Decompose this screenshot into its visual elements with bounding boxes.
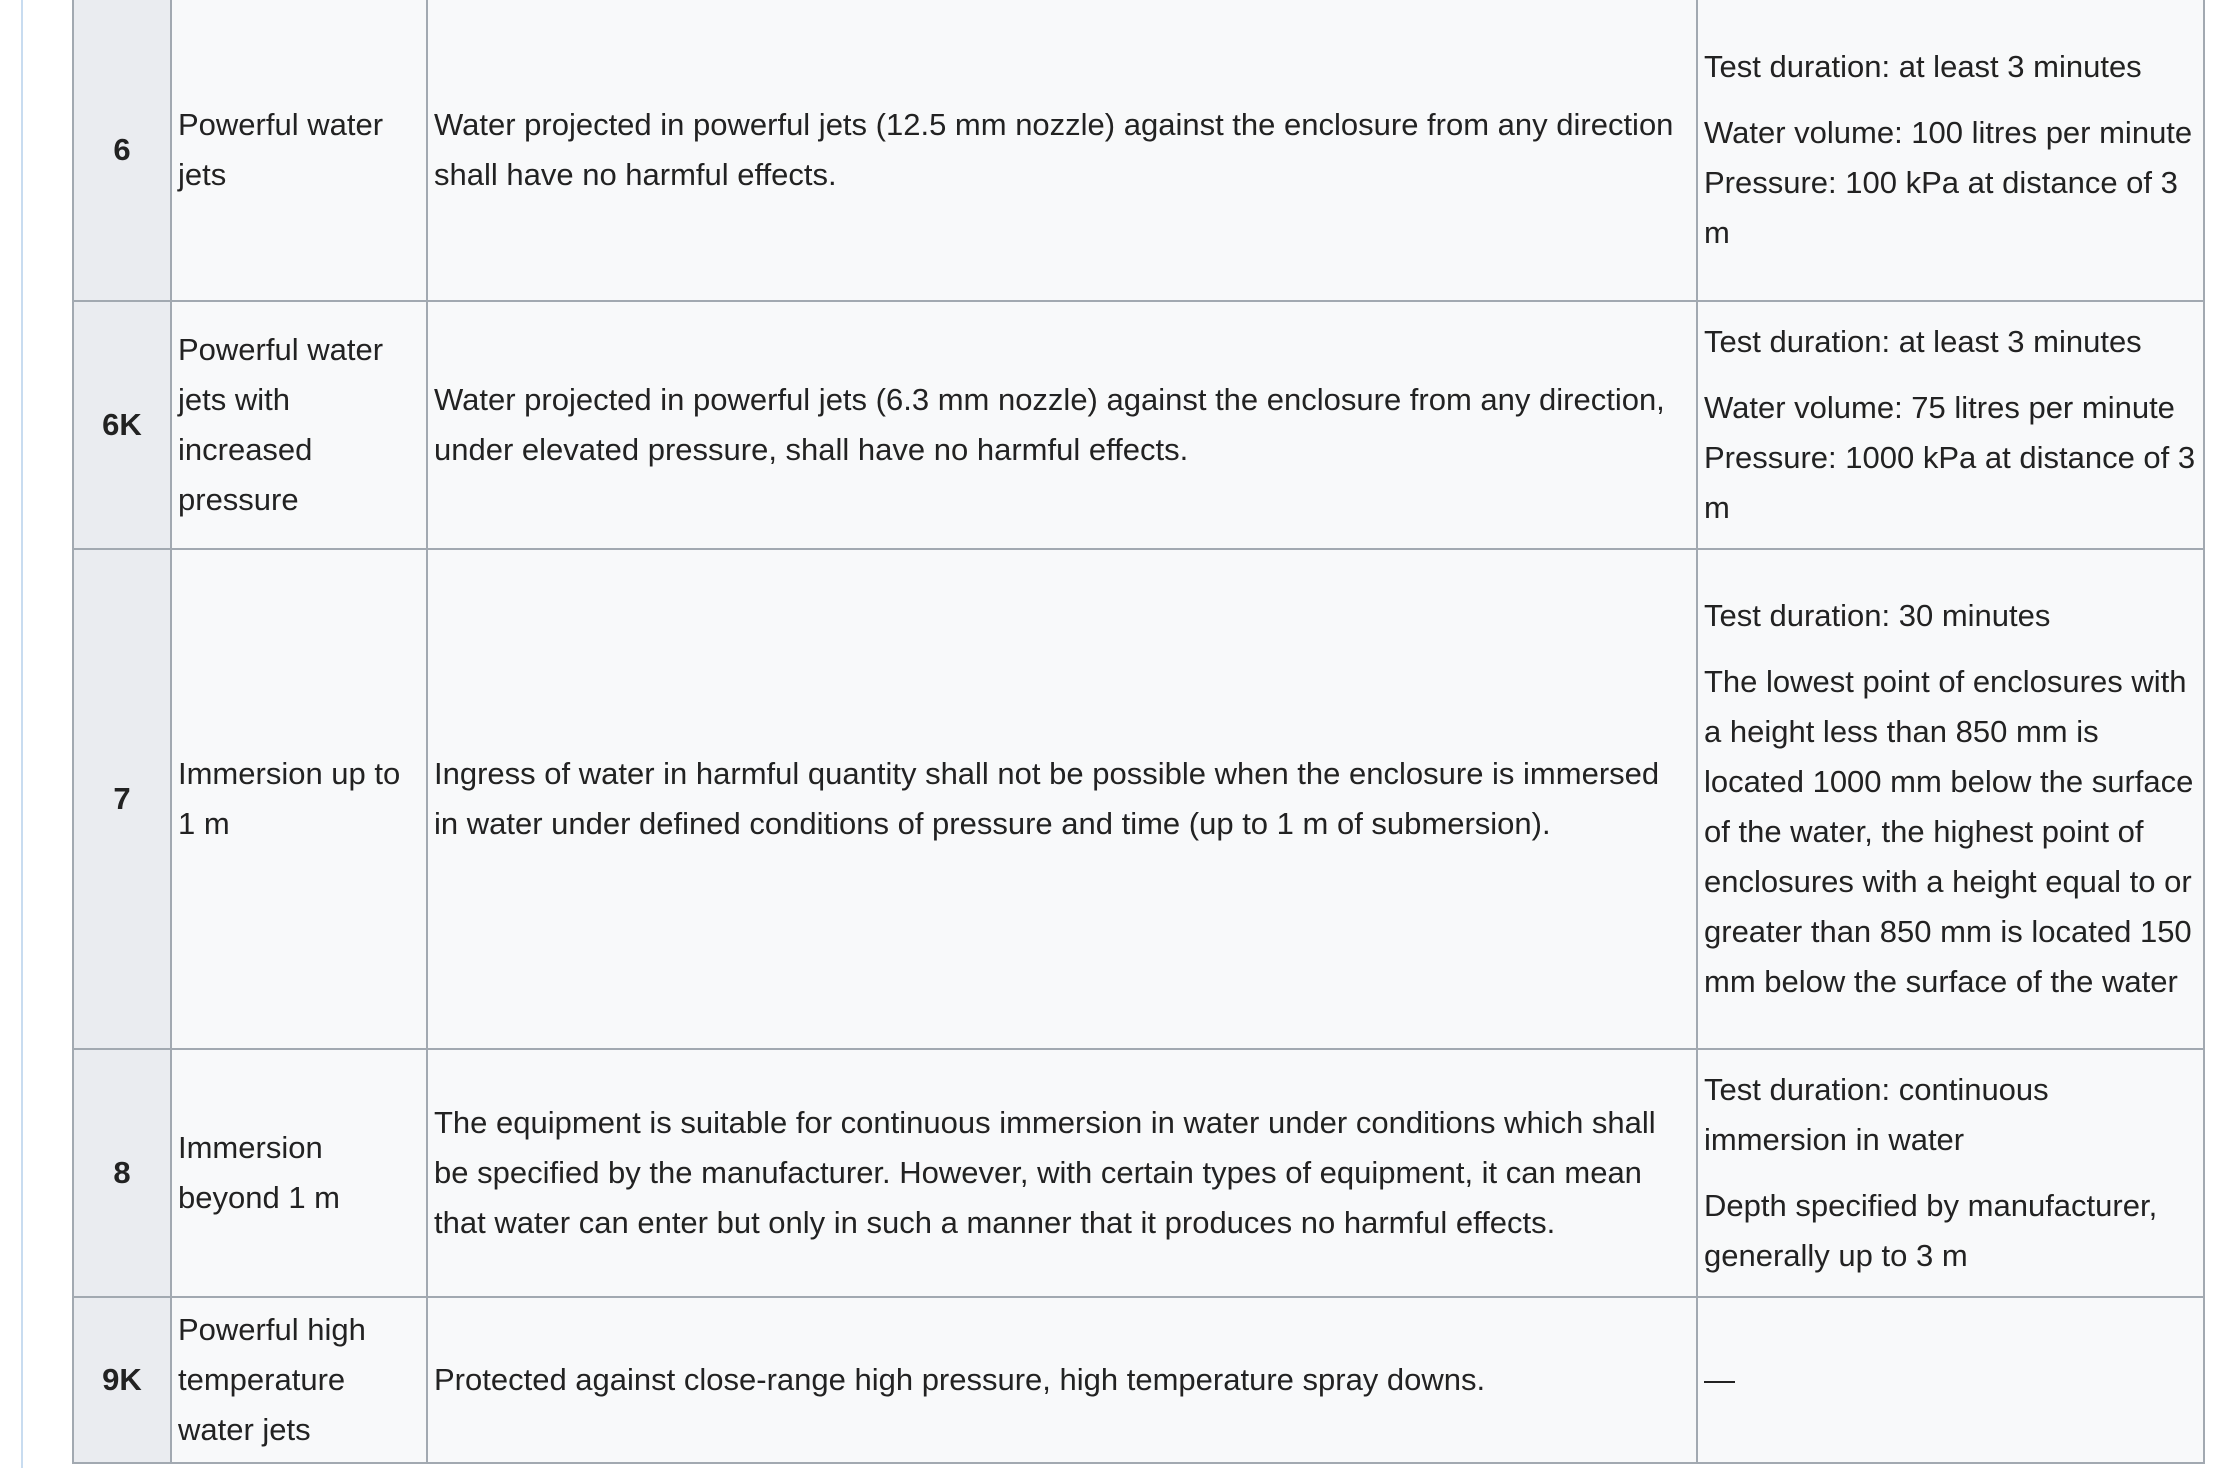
table-row: [73, 0, 2204, 301]
effective-against-cell: Immersion up to 1 m: [171, 549, 427, 1049]
description-cell: Water projected in powerful jets (12.5 mm nozzle) against the enclosure from any direction shall have no harmful effects.: [427, 0, 1697, 301]
table-row: [73, 301, 2204, 549]
details-line: Depth specified by manufacturer, generally up to 3 m: [1704, 1188, 2158, 1273]
details-line: Test duration: 30 minutes: [1704, 598, 2051, 633]
details-line: Test duration: at least 3 minutes: [1704, 48, 2142, 84]
details-dash: —: [1704, 1362, 1735, 1397]
effective-against-cell: Powerful water jets: [171, 0, 427, 301]
ip-rating-table-container: [72, 0, 2203, 1464]
details-cell: [1697, 301, 2204, 549]
details-cell: [1697, 1297, 2204, 1463]
ip-level-cell: 8: [73, 1049, 171, 1297]
effective-against-cell: Powerful high temperature water jets: [171, 1297, 427, 1463]
details-line: Test duration: continuous immersion in water: [1704, 1072, 2049, 1157]
details-line: Water volume: 100 litres per minute Pressure: 100 kPa at distance of 3 m: [1704, 114, 2193, 250]
description-cell: Protected against close-range high pressure, high temperature spray downs.: [427, 1297, 1697, 1463]
details-cell: [1697, 1049, 2204, 1297]
details-line: Test duration: at least 3 minutes: [1704, 324, 2142, 359]
effective-against-cell: Immersion beyond 1 m: [171, 1049, 427, 1297]
table-row: [73, 1049, 2204, 1297]
content-left-border: [21, 0, 23, 1468]
ip-rating-table: [72, 0, 2205, 1464]
description-cell: Ingress of water in harmful quantity shall not be possible when the enclosure is immersed in water under defined conditions of pressure and time (up to 1 m of submersion).: [427, 549, 1697, 1049]
details-cell: [1697, 0, 2204, 301]
table-row: [73, 1297, 2204, 1463]
details-line: Water volume: 75 litres per minute Pressure: 1000 kPa at distance of 3 m: [1704, 390, 2196, 525]
description-cell: Water projected in powerful jets (6.3 mm nozzle) against the enclosure from any direction, under elevated pressure, shall have no harmful effects.: [427, 301, 1697, 549]
details-line: The lowest point of enclosures with a height less than 850 mm is located 1000 mm below the surface of the water, the highest point of enclosures with a height equal to or greater than 850 mm is located 150 mm below the surface of the water: [1704, 664, 2194, 999]
description-cell: The equipment is suitable for continuous immersion in water under conditions which shall be specified by the manufacturer. However, with certain types of equipment, it can mean that water can enter but only in such a manner that it produces no harmful effects.: [427, 1049, 1697, 1297]
details-cell: [1697, 549, 2204, 1049]
ip-level-cell: 6K: [73, 301, 171, 549]
effective-against-cell: Powerful water jets with increased pressure: [171, 301, 427, 549]
ip-level-cell: 9K: [73, 1297, 171, 1463]
ip-level-cell: 7: [73, 549, 171, 1049]
ip-level-cell: 6: [73, 0, 171, 301]
table-row: [73, 549, 2204, 1049]
